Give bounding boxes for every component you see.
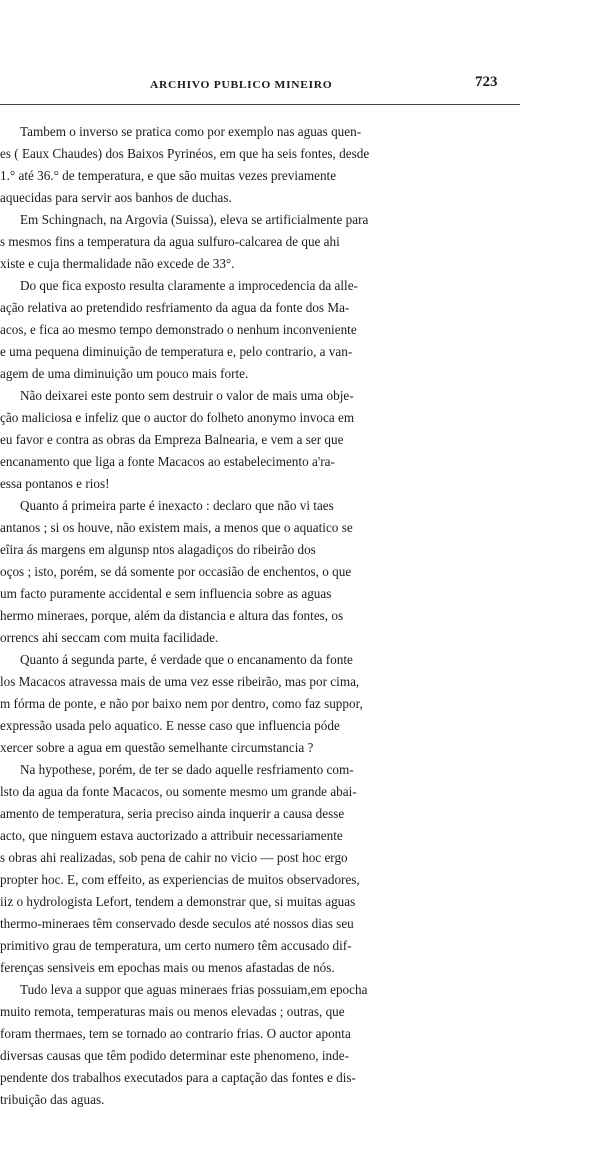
text-line: muito remota, temperaturas mais ou menos elevadas ; outras, que <box>0 1004 345 1019</box>
text-line: 1.° até 36.° de temperatura, e que são muitas vezes previamente <box>0 168 337 183</box>
text-line: lsto da agua da fonte Macacos, ou somente mesmo um grande abai- <box>0 784 357 799</box>
text-line: ação relativa ao pretendido resfriamento da agua da fonte dos Ma- <box>0 300 350 315</box>
text-line: Tambem o inverso se pratica como por exemplo nas aguas quen- <box>20 124 362 139</box>
text-line: iiz o hydrologista Lefort, tendem a demonstrar que, si muitas aguas <box>0 894 356 909</box>
text-line: acto, que ninguem estava auctorizado a attribuir necessariamente <box>0 828 343 843</box>
text-line: Não deixarei este ponto sem destruir o valor de mais uma obje- <box>20 388 354 403</box>
text-line: hermo mineraes, porque, além da distancia e altura das fontes, os <box>0 608 344 623</box>
text-line: essa pontanos e rios! <box>0 476 110 491</box>
text-line: ferenças sensiveis em epochas mais ou menos afastadas de nós. <box>0 960 335 975</box>
text-line: expressão usada pelo aquatico. E nesse caso que influencia póde <box>0 718 340 733</box>
text-line: primitivo grau de temperatura, um certo numero têm accusado dif- <box>0 938 352 953</box>
text-line: oços ; isto, porém, se dá somente por occasião de enchentos, o que <box>0 564 352 579</box>
text-line: foram thermaes, tem se tornado ao contrario frias. O auctor aponta <box>0 1026 351 1041</box>
text-line: aquecidas para servir aos banhos de duchas. <box>0 190 232 205</box>
text-line: los Macacos atravessa mais de uma vez esse ribeirão, mas por cima, <box>0 674 360 689</box>
text-line: m fórma de ponte, e não por baixo nem por dentro, como faz suppor, <box>0 696 363 711</box>
text-line: eu favor e contra as obras da Empreza Balnearia, e vem a ser que <box>0 432 344 447</box>
text-line: Quanto á primeira parte é inexacto : declaro que não vi taes <box>20 498 334 513</box>
text-line: xiste e cuja thermalidade não excede de 33°. <box>0 256 235 271</box>
text-line: ção maliciosa e infeliz que o auctor do folheto anonymo invoca em <box>0 410 355 425</box>
text-line: tribuição das aguas. <box>0 1092 105 1107</box>
text-line: Na hypothese, porém, de ter se dado aquelle resfriamento com- <box>20 762 354 777</box>
text-line: thermo-mineraes têm conservado desde seculos até nossos dias seu <box>0 916 354 931</box>
text-line: encanamento que liga a fonte Macacos ao estabelecimento a'ra- <box>0 454 335 469</box>
text-line: propter hoc. E, com effeito, as experiencias de muitos observadores, <box>0 872 360 887</box>
text-line: amento de temperatura, seria preciso ainda inquerir a causa desse <box>0 806 345 821</box>
page-number: 723 <box>475 74 498 90</box>
body-text <box>0 121 520 1111</box>
text-line: Quanto á segunda parte, é verdade que o encanamento da fonte <box>20 652 353 667</box>
text-line: es ( Eaux Chaudes) dos Baixos Pyrinéos, em que ha seis fontes, desde <box>0 146 370 161</box>
page-header <box>0 74 520 105</box>
text-line: Do que fica exposto resulta claramente a improcedencia da alle- <box>20 278 358 293</box>
text-line: xercer sobre a agua em questão semelhante circumstancia ? <box>0 740 314 755</box>
text-line: Em Schingnach, na Argovia (Suissa), eleva se artificialmente para <box>20 212 369 227</box>
text-line: pendente dos trabalhos executados para a captação das fontes e dis- <box>0 1070 356 1085</box>
text-line: s obras ahi realizadas, sob pena de cahir no vicio — post hoc ergo <box>0 850 348 865</box>
running-head: ARCHIVO PUBLICO MINEIRO <box>150 80 333 91</box>
text-line: orrencs ahi seccam com muita facilidade. <box>0 630 219 645</box>
text-line: acos, e fica ao mesmo tempo demonstrado o nenhum inconveniente <box>0 322 357 337</box>
text-line: s mesmos fins a temperatura da agua sulfuro-calcarea de que ahi <box>0 234 340 249</box>
text-line: agem de uma diminuição um pouco mais forte. <box>0 366 249 381</box>
text-line: eîira ás margens em algunsp ntos alagadiços do ribeirão dos <box>0 542 316 557</box>
text-line: antanos ; si os houve, não existem mais, a menos que o aquatico se <box>0 520 353 535</box>
text-line: Tudo leva a suppor que aguas mineraes frias possuiam,em epocha <box>20 982 368 997</box>
text-line: diversas causas que têm podido determinar este phenomeno, inde- <box>0 1048 349 1063</box>
text-line: um facto puramente accidental e sem influencia sobre as aguas <box>0 586 332 601</box>
text-line: e uma pequena diminuição de temperatura e, pelo contrario, a van- <box>0 344 353 359</box>
